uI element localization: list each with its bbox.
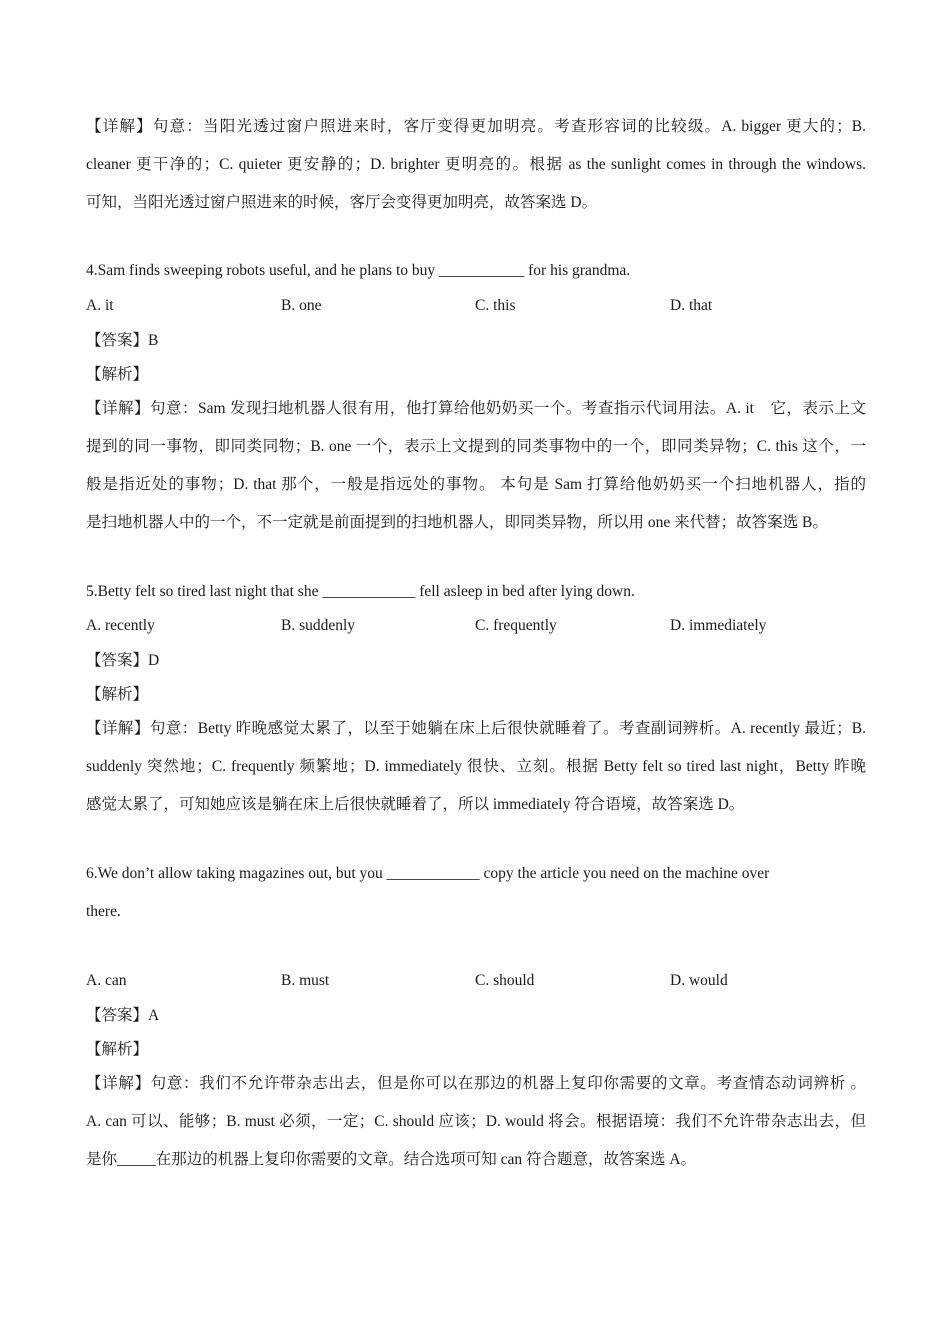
q6-options: [86, 971, 866, 991]
q4-stem: 4.Sam finds sweeping robots useful, and he plans to buy ___________ for his grandma.: [86, 262, 631, 279]
q6-answer: 【答案】A: [86, 1007, 160, 1024]
q5-detail-line-2: suddenly 突然地；C. frequently 频繁地；D. immediately 很快、立刻。根据 Betty felt so tired last night，Betty 昨晚: [86, 758, 866, 775]
q5-stem: 5.Betty felt so tired last night that she ____________ fell asleep in bed after lying down.: [86, 583, 635, 600]
q3-detail-line-2: cleaner 更干净的；C. quieter 更安静的；D. brighter 更明亮的。根据 as the sunlight comes in through the windows.: [86, 156, 866, 173]
q6-detail-line-1: 【详解】句意：我们不允许带杂志出去，但是你可以在那边的机器上复印你需要的文章。考查情态动词辨析 。: [86, 1075, 866, 1092]
q6-analysis-label: 【解析】: [86, 1041, 149, 1058]
q5-analysis-label: 【解析】: [86, 686, 149, 703]
q4-detail-line-4: 是扫地机器人中的一个，不一定就是前面提到的扫地机器人，即同类异物，所以用 one 来代替；故答案选 B。: [86, 514, 828, 531]
q5-option-c: C. frequently: [475, 617, 557, 634]
q4-options: [86, 296, 866, 316]
q6-option-a: A. can: [86, 972, 127, 989]
q5-detail-line-1: 【详解】句意：Betty 昨晚感觉太累了，以至于她躺在床上后很快就睡着了。考查副词辨析。A. recently 最近；B.: [86, 720, 866, 737]
q4-option-b: B. one: [281, 297, 322, 314]
q6-detail-line-2: A. can 可以、能够；B. must 必须，一定；C. should 应该；D. would 将会。根据语境：我们不允许带杂志出去，但: [86, 1113, 866, 1130]
q4-option-a: A. it: [86, 297, 114, 314]
q5-detail-line-3: 感觉太累了，可知她应该是躺在床上后很快就睡着了，所以 immediately 符合语境，故答案选 D。: [86, 796, 745, 813]
q6-stem-line-2: there.: [86, 903, 121, 920]
q4-answer: 【答案】B: [86, 332, 159, 349]
q6-option-d: D. would: [670, 972, 728, 989]
q4-option-c: C. this: [475, 297, 516, 314]
q5-options: [86, 616, 866, 636]
q4-analysis-label: 【解析】: [86, 366, 149, 383]
q4-detail-line-1: 【详解】句意：Sam 发现扫地机器人很有用，他打算给他奶奶买一个。考查指示代词用法。A. it 它，表示上文: [86, 400, 866, 417]
q5-answer: 【答案】D: [86, 652, 160, 669]
q6-option-c: C. should: [475, 972, 535, 989]
q5-option-a: A. recently: [86, 617, 155, 634]
q4-detail-line-2: 提到的同一事物，即同类同物；B. one 一个，表示上文提到的同类事物中的一个，即同类异物；C. this 这个，一: [86, 438, 866, 455]
q6-option-b: B. must: [281, 972, 330, 989]
q3-detail-line-1: 【详解】句意：当阳光透过窗户照进来时，客厅变得更加明亮。考查形容词的比较级。A. bigger 更大的；B.: [86, 118, 866, 135]
q5-option-d: D. immediately: [670, 617, 767, 634]
q6-detail-line-3: 是你_____在那边的机器上复印你需要的文章。结合选项可知 can 符合题意，故答案选 A。: [86, 1151, 697, 1168]
q4-option-d: D. that: [670, 297, 713, 314]
q3-detail-line-3: 可知，当阳光透过窗户照进来的时候，客厅会变得更加明亮，故答案选 D。: [86, 194, 598, 211]
q4-detail-line-3: 般是指近处的事物；D. that 那个，一般是指远处的事物。 本句是 Sam 打算给他奶奶买一个扫地机器人，指的: [86, 476, 866, 493]
q6-stem-line-1: 6.We don’t allow taking magazines out, but you ____________ copy the article you need on the machine over: [86, 865, 770, 882]
q5-option-b: B. suddenly: [281, 617, 356, 634]
